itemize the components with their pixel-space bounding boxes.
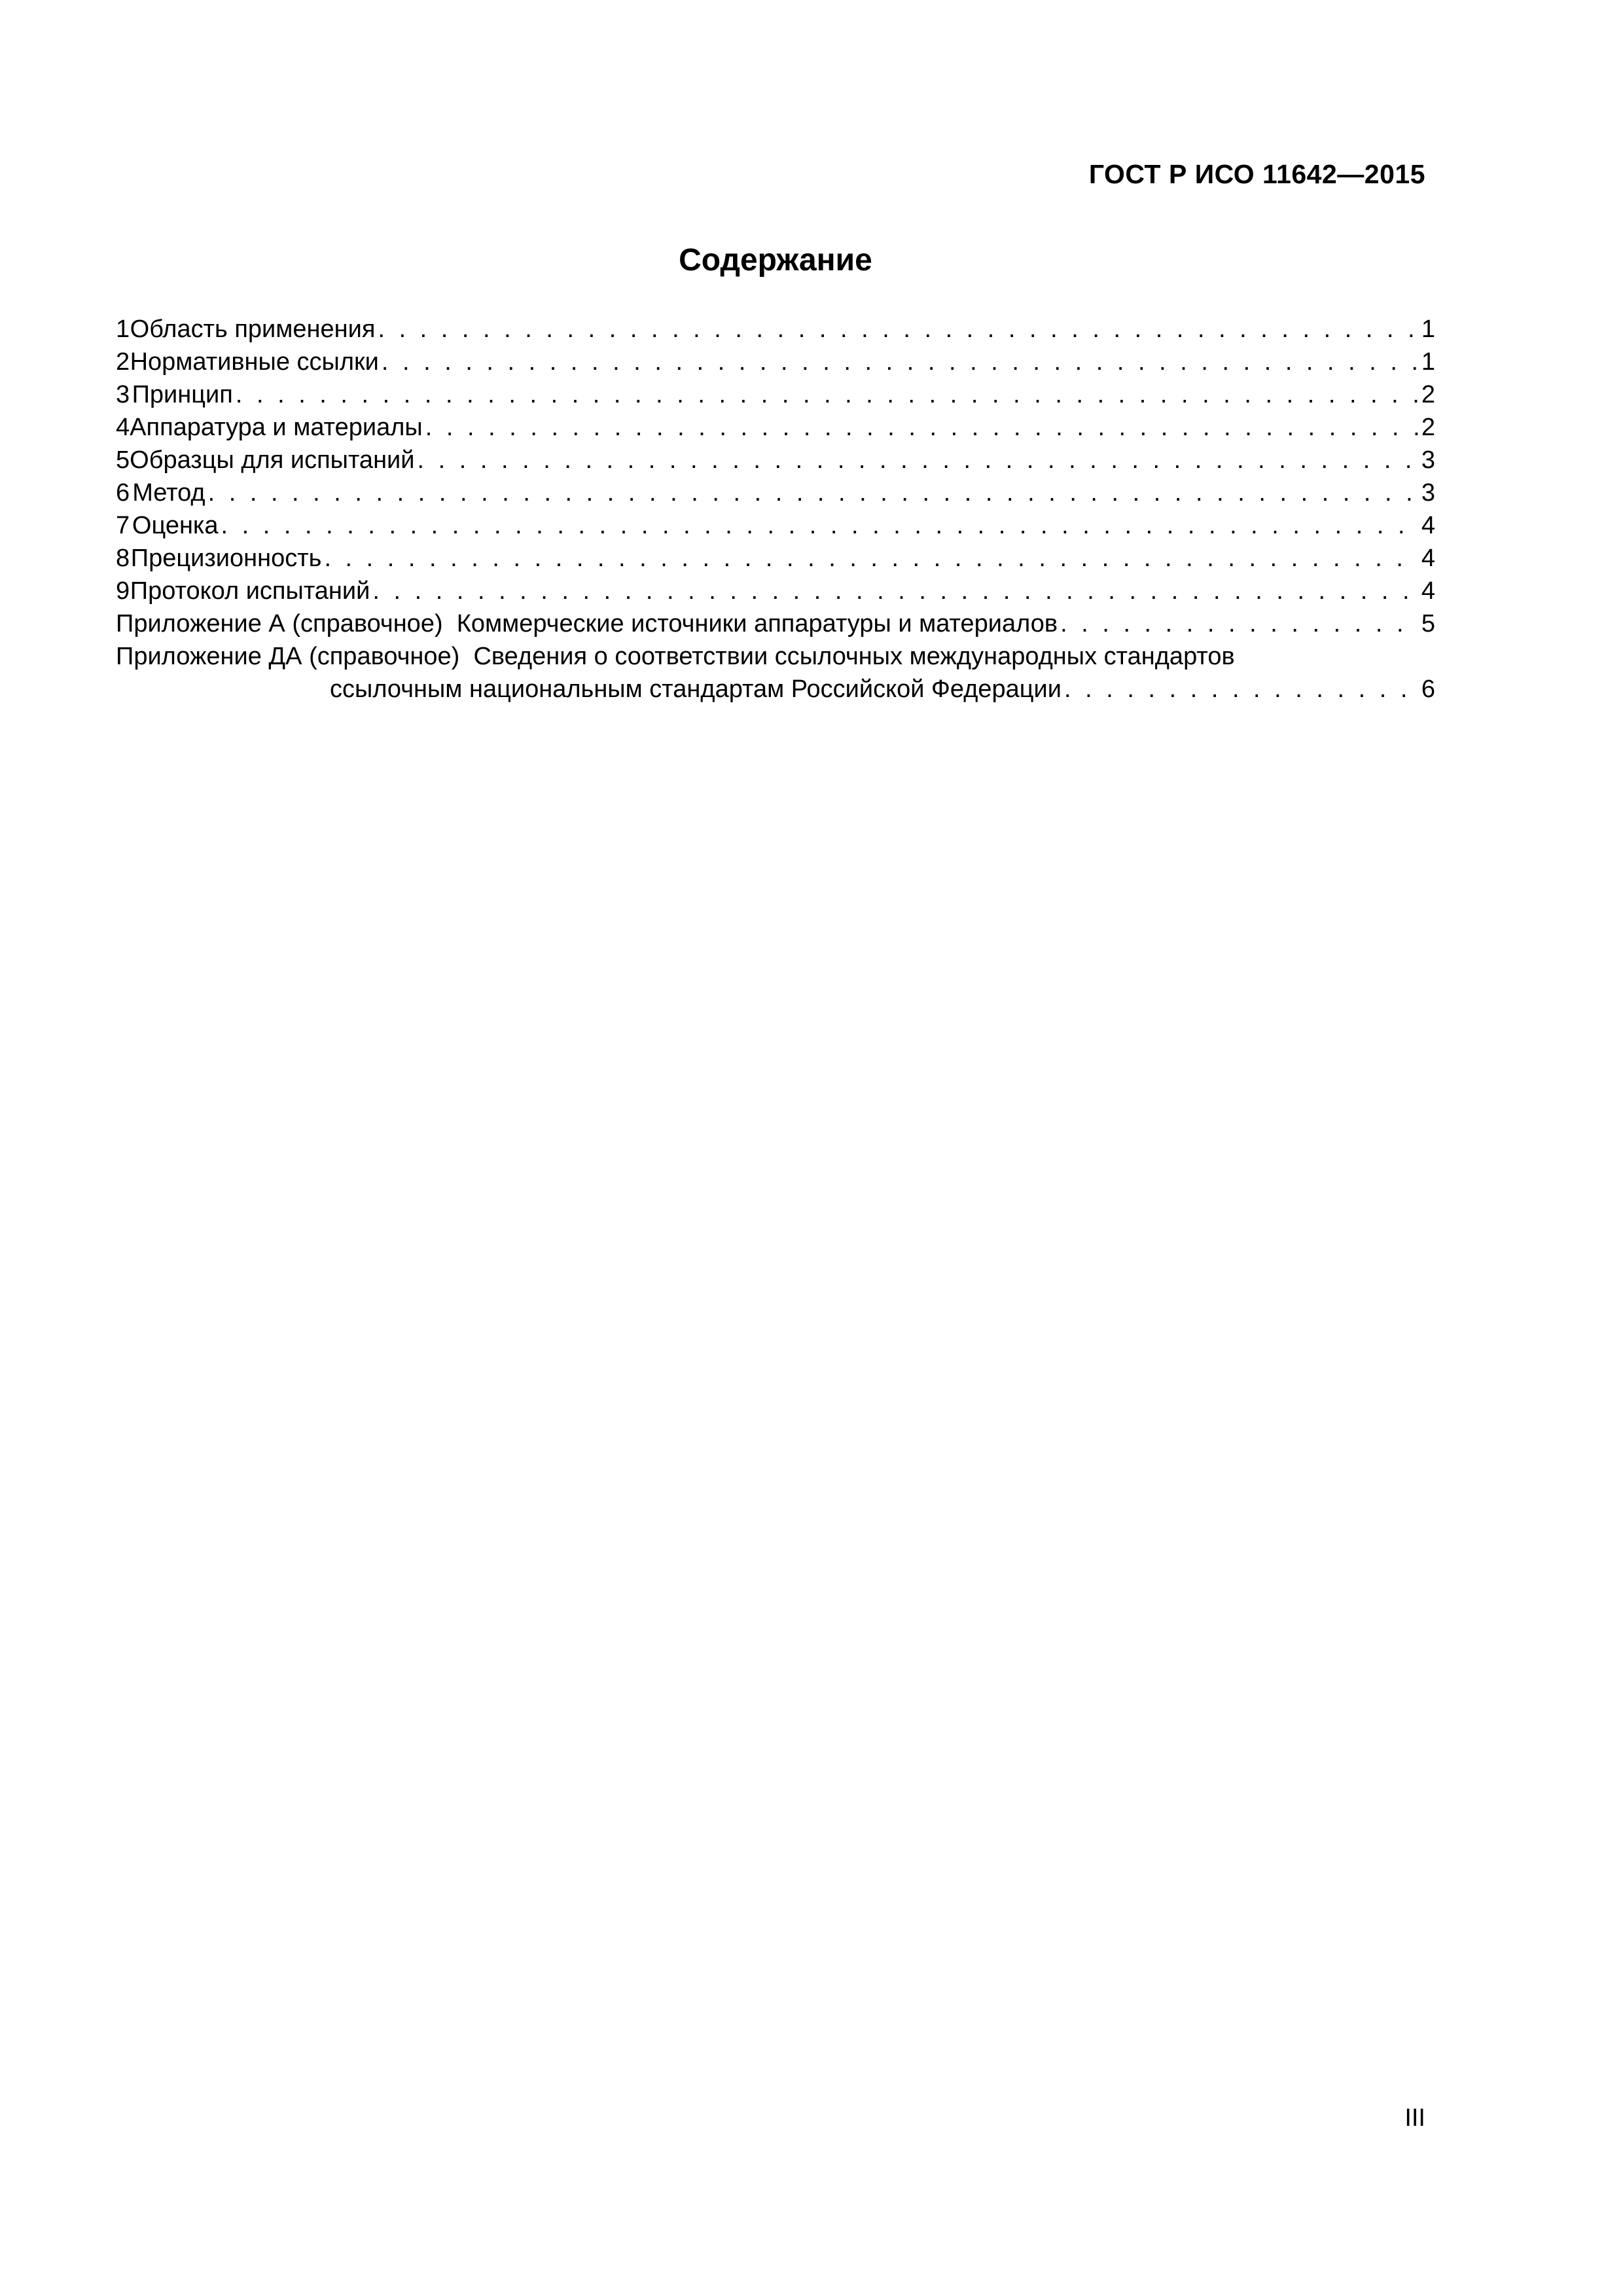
toc-entry-page: 2 <box>1421 414 1435 441</box>
toc-appendix-da-continuation[interactable] <box>116 673 1435 706</box>
appendix-prefix: Приложение ДА (справочное) <box>116 643 460 670</box>
toc-entry-number: 8 <box>116 545 130 572</box>
toc-entry-page: 5 <box>1421 610 1435 637</box>
toc-entry-number: 6 <box>116 479 130 507</box>
toc-entry-6[interactable] <box>116 476 1435 509</box>
toc-entry-7[interactable] <box>116 509 1435 542</box>
toc-entry-2[interactable] <box>116 346 1435 378</box>
appendix-prefix: Приложение А (справочное) <box>116 610 443 637</box>
dot-leader <box>236 378 1419 411</box>
toc-entry-page: 1 <box>1421 315 1435 343</box>
toc-entry-page: 4 <box>1421 545 1435 572</box>
toc-entry-number: 3 <box>116 381 130 408</box>
toc-appendix-da[interactable] <box>116 640 1435 673</box>
appendix-title: Коммерческие источники аппаратуры и материалов <box>456 610 1058 637</box>
dot-leader <box>208 476 1419 509</box>
toc-entry-number: 5 <box>116 446 130 474</box>
toc-entry-page: 2 <box>1421 381 1435 408</box>
toc-entry-8[interactable] <box>116 542 1435 575</box>
dot-leader <box>382 346 1419 378</box>
dot-leader <box>372 575 1418 607</box>
toc-entry-9[interactable] <box>116 575 1435 607</box>
appendix-da-heading <box>116 640 1235 673</box>
toc-entry-page: 3 <box>1421 446 1435 474</box>
toc-entry-label: Протокол испытаний <box>130 577 370 605</box>
toc-entry-1[interactable] <box>116 313 1435 346</box>
toc-entry-page: 4 <box>1421 577 1435 605</box>
dot-leader <box>378 313 1418 346</box>
dot-leader <box>1064 673 1419 706</box>
standard-designation: ГОСТ Р ИСО 11642—2015 <box>1088 159 1425 189</box>
toc-entry-page: 3 <box>1421 479 1435 507</box>
toc-entry-label: Нормативные ссылки <box>130 348 379 376</box>
dot-leader <box>1060 607 1419 640</box>
appendix-a-heading <box>116 607 1058 640</box>
toc-entry-number: 2 <box>116 348 130 376</box>
toc-entry-number: 1 <box>116 315 130 343</box>
toc-entry-label: Принцип <box>132 381 233 408</box>
toc-entry-page: 1 <box>1421 348 1435 376</box>
toc-entry-label: Аппаратура и материалы <box>130 414 423 441</box>
page-number: III <box>1404 2104 1425 2132</box>
dot-leader <box>324 542 1418 575</box>
dot-leader <box>221 509 1419 542</box>
toc-entry-label: Метод <box>132 479 205 507</box>
appendix-title-line1: Сведения о соответствии ссылочных международных стандартов <box>473 643 1235 670</box>
toc-entry-number: 7 <box>116 512 130 539</box>
toc-entry-label: Оценка <box>132 512 219 539</box>
toc-entry-page: 4 <box>1421 512 1435 539</box>
dot-leader <box>418 444 1419 476</box>
toc-entry-number: 4 <box>116 414 130 441</box>
toc-entry-page: 6 <box>1421 675 1435 703</box>
toc-entry-4[interactable] <box>116 411 1435 444</box>
toc-appendix-a[interactable] <box>116 607 1435 640</box>
toc-entry-number: 9 <box>116 577 130 605</box>
toc-entry-label: Область применения <box>130 315 376 343</box>
toc-entry-5[interactable] <box>116 444 1435 476</box>
toc-entry-label: Образцы для испытаний <box>130 446 415 474</box>
dot-leader <box>425 411 1419 444</box>
table-of-contents <box>116 313 1435 706</box>
toc-entry-3[interactable] <box>116 378 1435 411</box>
toc-entry-label: Прецизионность <box>130 545 322 572</box>
appendix-title-line2: ссылочным национальным стандартам Российской Федерации <box>330 675 1062 703</box>
toc-title: Содержание <box>679 243 872 278</box>
